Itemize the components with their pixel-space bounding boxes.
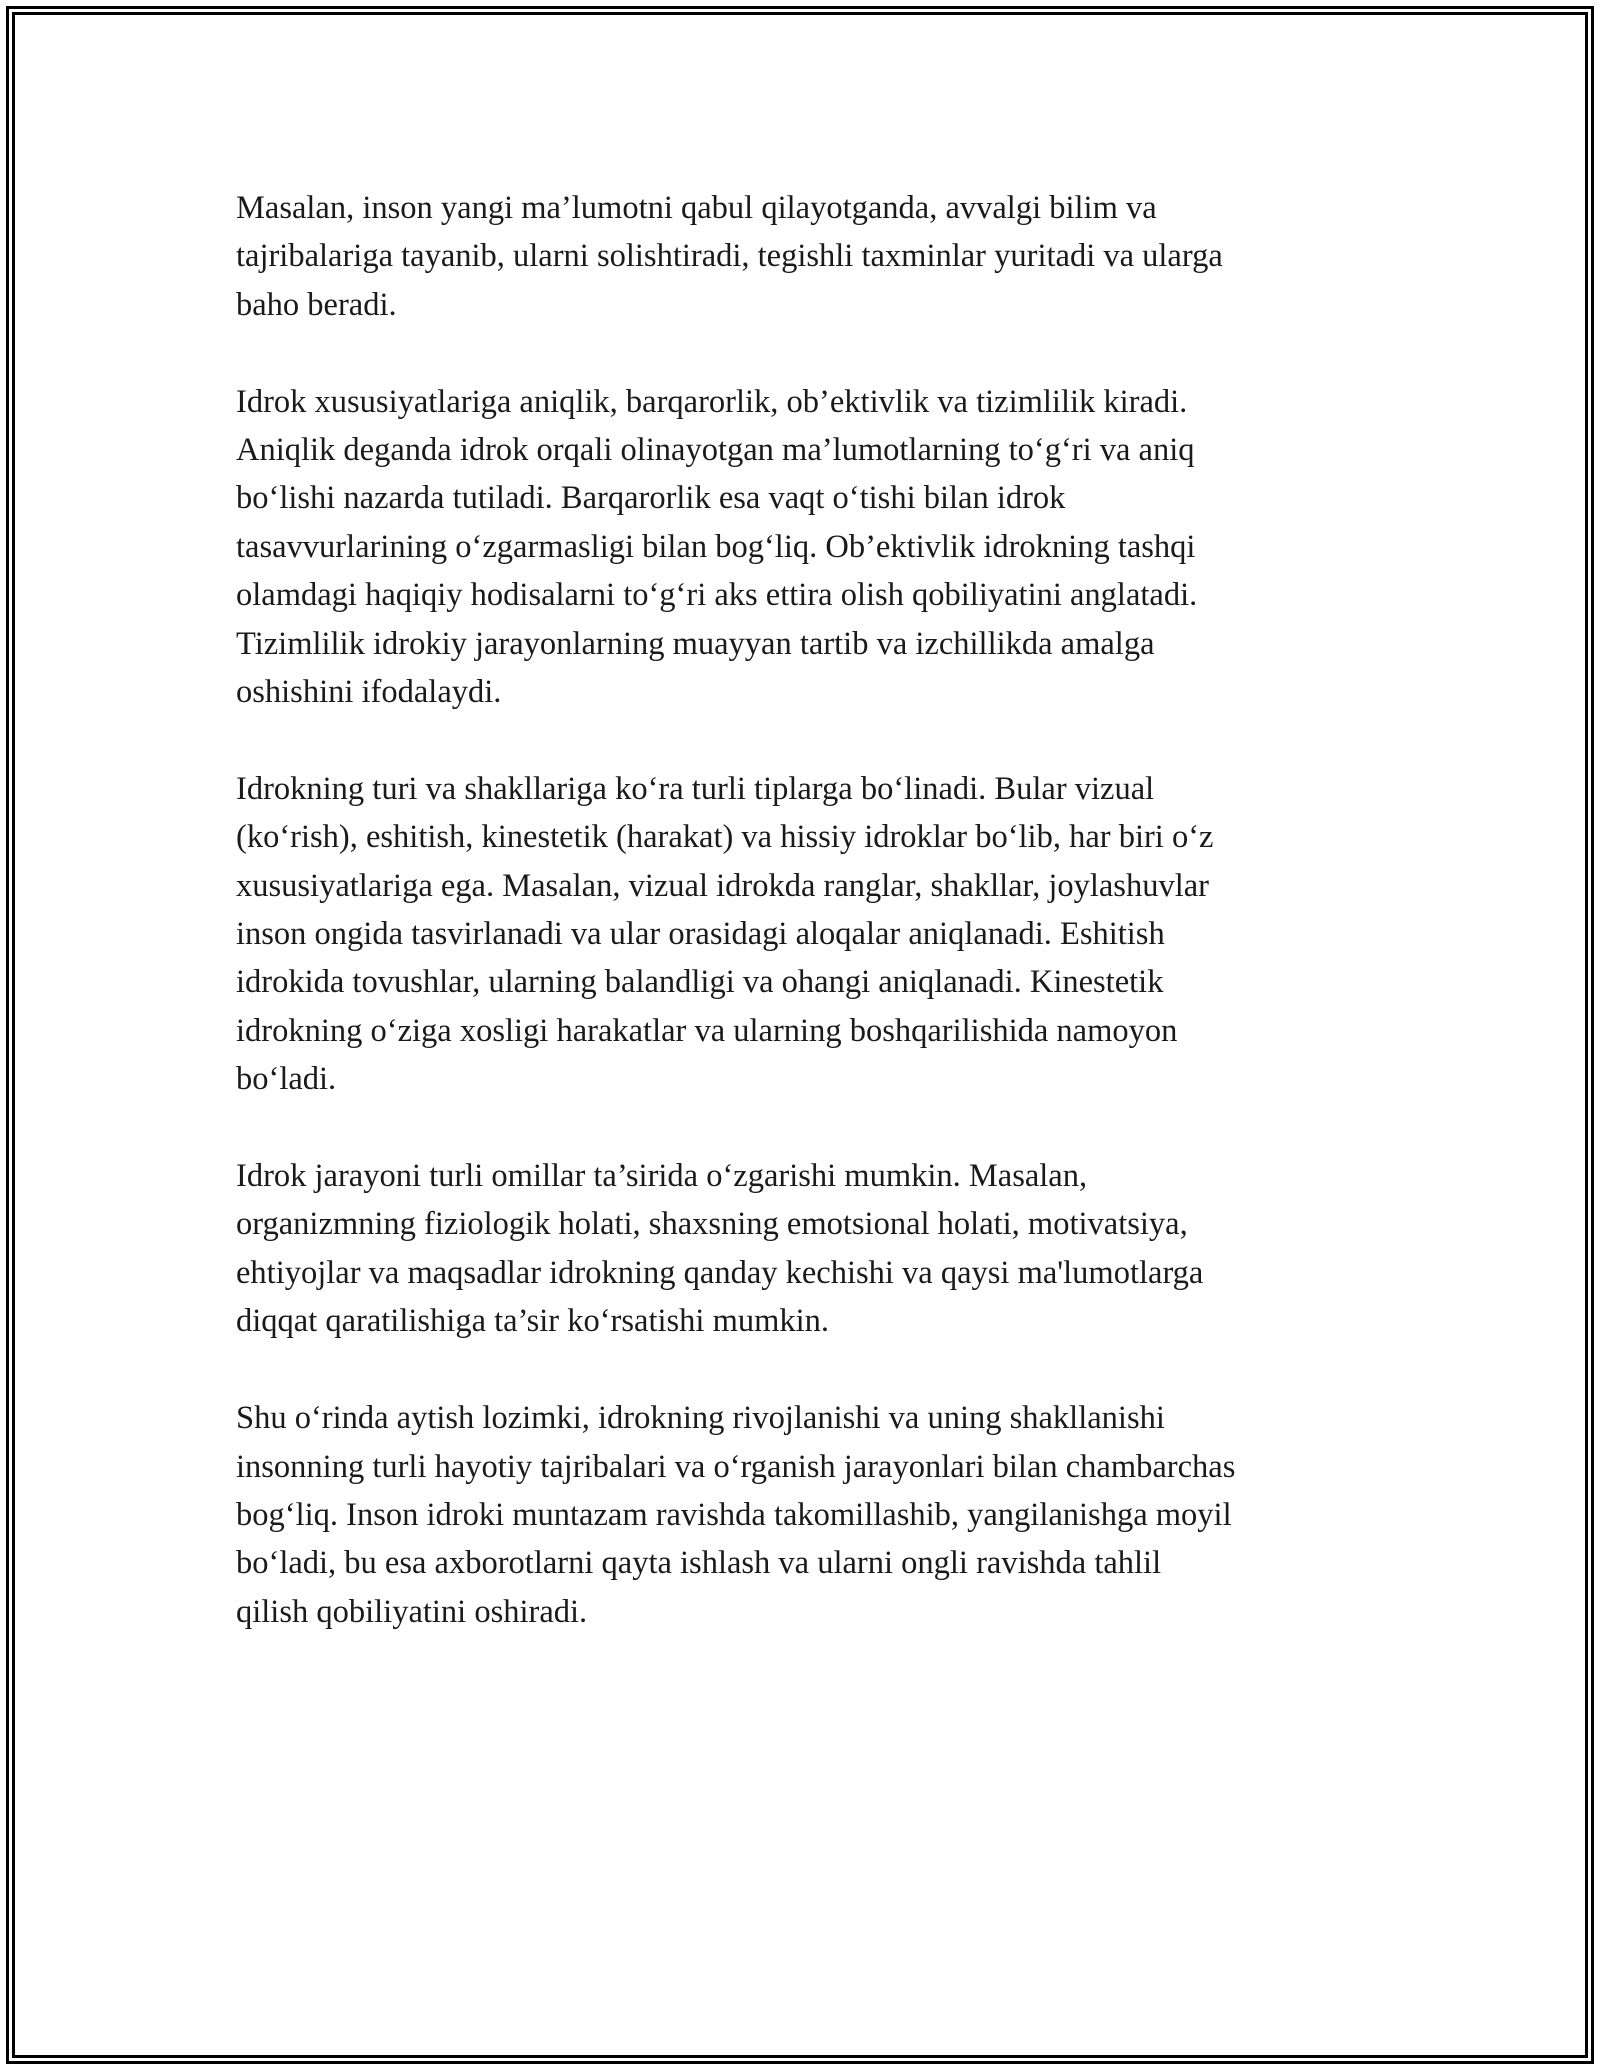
text-line: Idrok jarayoni turli omillar ta’sirida o‘zgarishi mumkin. Masalan,	[236, 1158, 1088, 1195]
text-line: Aniqlik deganda idrok orqali olinayotgan ma’lumotlarning to‘g‘ri va aniq	[236, 432, 1195, 469]
text-line: idrokning o‘ziga xosligi harakatlar va ularning boshqarilishida namoyon	[236, 1012, 1178, 1049]
text-line: bo‘ladi.	[236, 1061, 337, 1098]
text-line: organizmning fiziologik holati, shaxsning emotsional holati, motivatsiya,	[236, 1206, 1188, 1243]
text-line: bog‘liq. Inson idroki muntazam ravishda takomillashib, yangilanishga moyil	[236, 1496, 1232, 1533]
text-line: oshishini ifodalaydi.	[236, 674, 502, 711]
text-line: baho beradi.	[236, 286, 397, 323]
text-line: Tizimlilik idrokiy jarayonlarning muayyan tartib va izchillikda amalga	[236, 625, 1155, 662]
text-line: ehtiyojlar va maqsadlar idrokning qanday kechishi va qaysi ma'lumotlarga	[236, 1254, 1204, 1291]
text-line: Idrok xususiyatlariga aniqlik, barqarorlik, ob’ektivlik va tizimlilik kiradi.	[236, 383, 1188, 420]
paragraph-3	[236, 765, 1386, 1104]
paragraph-1	[236, 184, 1386, 329]
paragraph-4	[236, 1152, 1386, 1346]
text-line: tajribalariga tayanib, ularni solishtiradi, tegishli taxminlar yuritadi va ularga	[236, 238, 1223, 275]
text-line: inson ongida tasvirlanadi va ular orasidagi aloqalar aniqlanadi. Eshitish	[236, 916, 1165, 953]
text-line: diqqat qaratilishiga ta’sir ko‘rsatishi mumkin.	[236, 1303, 830, 1340]
text-line: bo‘ladi, bu esa axborotlarni qayta ishlash va ularni ongli ravishda tahlil	[236, 1545, 1162, 1582]
paragraph-2	[236, 378, 1386, 717]
text-line: insonning turli hayotiy tajribalari va o‘rganish jarayonlari bilan chambarchas	[236, 1448, 1236, 1485]
text-line: xususiyatlariga ega. Masalan, vizual idrokda ranglar, shakllar, joylashuvlar	[236, 867, 1209, 904]
text-line: idrokida tovushlar, ularning balandligi va ohangi aniqlanadi. Kinestetik	[236, 964, 1164, 1001]
text-line: tasavvurlarining o‘zgarmasligi bilan bog‘liq. Ob’ektivlik idrokning tashqi	[236, 528, 1196, 565]
text-line: Shu o‘rinda aytish lozimki, idrokning rivojlanishi va uning shakllanishi	[236, 1400, 1165, 1437]
paragraph-5	[236, 1394, 1386, 1636]
text-line: Idrokning turi va shakllariga ko‘ra turli tiplarga bo‘linadi. Bular vizual	[236, 770, 1155, 807]
document-body	[236, 184, 1386, 1685]
text-line: (ko‘rish), eshitish, kinestetik (harakat) va hissiy idroklar bo‘lib, har biri o‘z	[236, 819, 1214, 856]
text-line: bo‘lishi nazarda tutiladi. Barqarorlik esa vaqt o‘tishi bilan idrok	[236, 480, 1066, 517]
text-line: olamdagi haqiqiy hodisalarni to‘g‘ri aks ettira olish qobiliyatini anglatadi.	[236, 577, 1198, 614]
text-line: Masalan, inson yangi ma’lumotni qabul qilayotganda, avvalgi bilim va	[236, 190, 1157, 226]
text-line: qilish qobiliyatini oshiradi.	[236, 1593, 588, 1630]
